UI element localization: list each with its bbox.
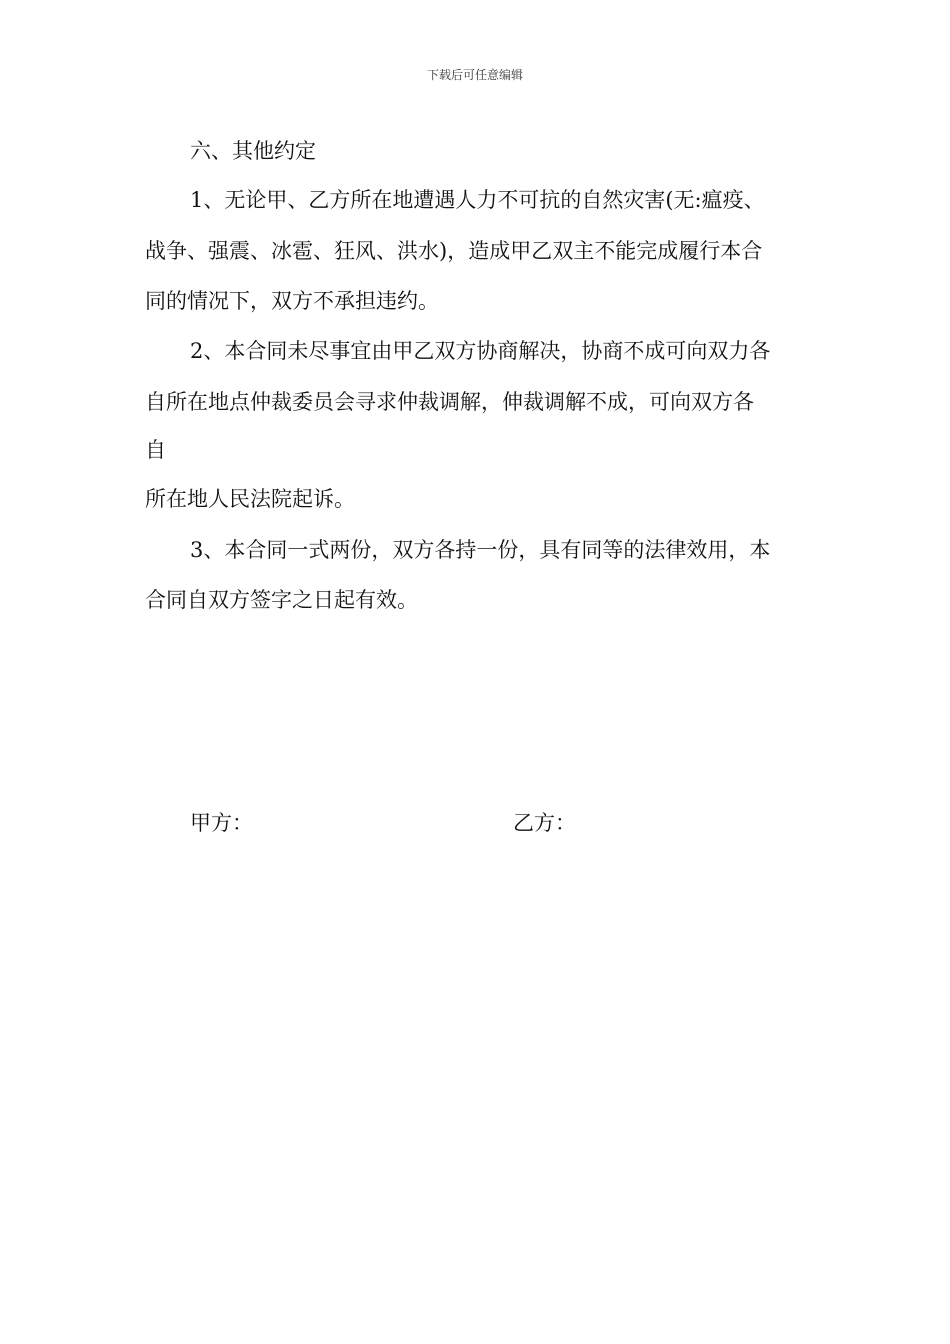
clause-3-line-2: 合同自双方签字之日起有效。 [145, 588, 418, 612]
clause-1-line-2: 战争、强震、冰雹、狂风、洪水)，造成甲乙双主不能完成履行本合 [145, 239, 763, 263]
clause-2-line-2: 自所在地点仲裁委员会寻求仲裁调解，伸裁调解不成，可向双方各 [145, 390, 754, 414]
clause-2-line-1: 2、本合同未尽事宜由甲乙双方协商解决，协商不成可向双力各 [190, 339, 771, 363]
page-header: 下载后可任意编辑 [426, 68, 523, 82]
clause-3-line-1: 3、本合同一式两份，双方各持一份，具有同等的法律效用，本 [190, 538, 771, 562]
clause-2-line-3: 自 [145, 438, 166, 462]
section-title: 六、其他约定 [190, 139, 316, 163]
clause-2-line-4: 所在地人民法院起诉。 [145, 487, 355, 511]
clause-1-line-1: 1、无论甲、乙方所在地遭遇人力不可抗的自然灾害(无:瘟疫、 [190, 188, 765, 212]
party-a-signature-label: 甲方： [190, 811, 253, 835]
party-b-signature-label: 乙方： [513, 811, 576, 835]
clause-1-line-3: 同的情况下，双方不承担违约。 [145, 289, 439, 313]
